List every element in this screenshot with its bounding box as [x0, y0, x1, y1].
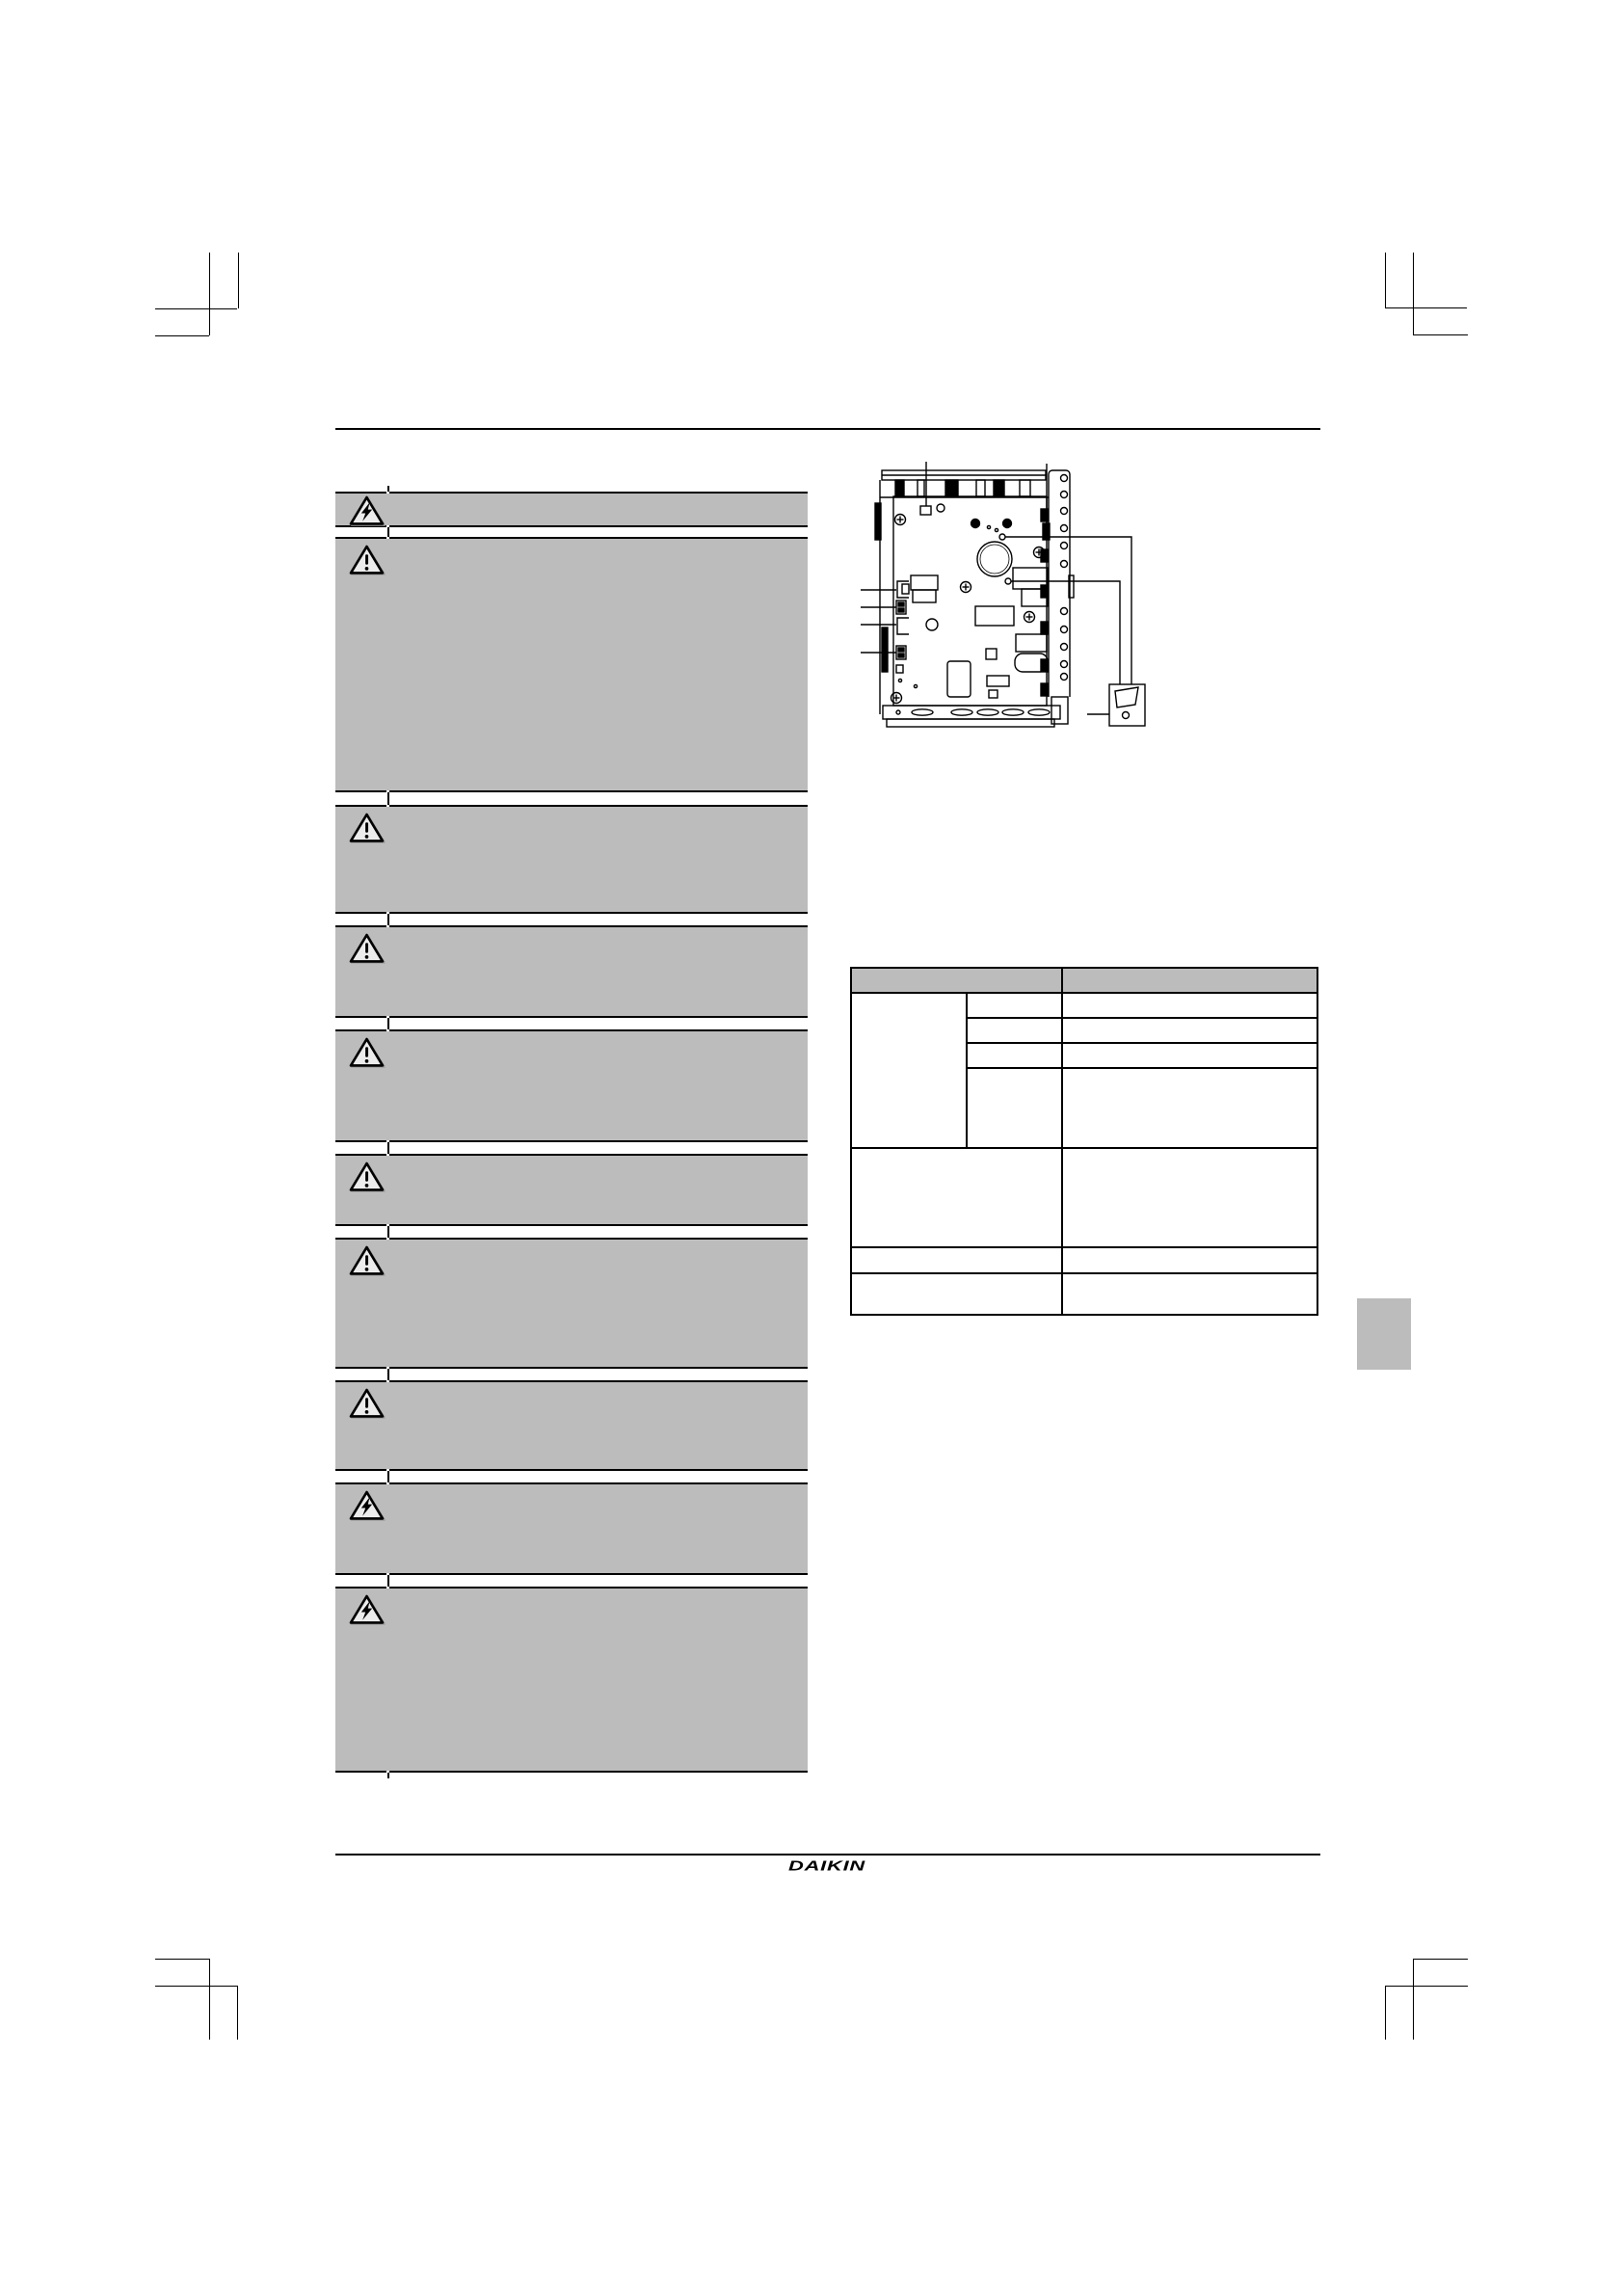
crop-line [155, 1959, 209, 1960]
table-border [850, 1314, 1318, 1316]
crop-line [209, 253, 210, 335]
crop-line [1385, 1986, 1468, 1987]
page-edge-tab [1357, 1298, 1411, 1370]
daikin-logo-text: DAIKIN [788, 1858, 866, 1874]
table-border [1317, 967, 1318, 1316]
table-cell [970, 996, 1058, 1015]
column-divider-tick [387, 914, 389, 925]
top-rule [335, 428, 1320, 430]
crop-line [1385, 253, 1386, 307]
screw-icon [891, 693, 902, 704]
table-row-line [966, 1067, 1318, 1069]
column-divider-tick [387, 1471, 389, 1482]
table-row-line [966, 1017, 1318, 1019]
leader-to-switch-1 [1005, 537, 1131, 684]
daikin-logo [786, 1857, 867, 1874]
crop-line [155, 335, 209, 336]
connector-top [920, 506, 931, 515]
table-header-cell [1068, 973, 1313, 990]
crop-line [237, 1986, 238, 2040]
screw-icon [961, 582, 971, 593]
warning-box [335, 1154, 808, 1226]
crop-line [209, 1959, 210, 2040]
column-divider-tick [387, 1018, 389, 1029]
screw-icon [1024, 612, 1035, 623]
table-cell [854, 1151, 1058, 1244]
crop-line [1413, 334, 1468, 335]
table-cell [970, 1071, 1058, 1145]
test-point [1005, 578, 1011, 584]
table-cell [854, 1276, 1058, 1312]
warning-box [335, 492, 808, 527]
table-cell [1066, 1046, 1315, 1065]
crop-line [155, 308, 237, 309]
connector-left-3 [897, 618, 909, 634]
crop-line [1385, 307, 1467, 308]
electrical-hazard-icon [348, 1489, 386, 1521]
general-warning-icon [348, 544, 386, 575]
column-divider-tick [387, 1142, 389, 1154]
general-warning-icon [348, 1244, 386, 1276]
electrical-hazard-icon [348, 1593, 386, 1625]
general-warning-icon [348, 1387, 386, 1419]
warning-box [335, 537, 808, 792]
table-subcolumn-line [966, 992, 968, 1149]
warning-box [335, 805, 808, 914]
table-cell [1066, 996, 1315, 1015]
table-row-line [850, 1272, 1318, 1274]
table-border [850, 967, 1318, 969]
table-cell [1066, 1071, 1315, 1145]
crop-line [1413, 1959, 1414, 2040]
crop-line [1413, 253, 1414, 335]
general-warning-icon [348, 1161, 386, 1192]
table-cell [1066, 1151, 1315, 1244]
warning-box [335, 925, 808, 1018]
table-cell [970, 1046, 1058, 1065]
table-cell [1066, 1021, 1315, 1040]
warning-box [335, 1238, 808, 1369]
transformer [911, 575, 938, 590]
test-point [999, 534, 1005, 540]
table-cell [970, 1021, 1058, 1040]
column-divider-tick [387, 1369, 389, 1380]
column-divider-tick [387, 486, 389, 492]
general-warning-icon [348, 1036, 386, 1068]
general-warning-icon [348, 932, 386, 964]
electrical-hazard-icon [348, 494, 386, 526]
column-divider-tick [387, 1575, 389, 1587]
table-column-line [1061, 967, 1063, 1316]
table-row-line [966, 1042, 1318, 1044]
general-warning-icon [348, 812, 386, 843]
crop-line [1413, 1959, 1468, 1960]
control-box-diagram-svg [829, 453, 1157, 742]
crop-line [155, 1986, 237, 1987]
column-divider-tick [387, 1226, 389, 1238]
capacitor [977, 542, 1012, 576]
table-row-line [850, 1147, 1318, 1149]
warning-box [335, 1482, 808, 1575]
warning-box [335, 1380, 808, 1471]
table-row-line [850, 992, 1318, 994]
warning-box [335, 1029, 808, 1142]
column-divider-tick [387, 1773, 389, 1778]
warning-box [335, 1587, 808, 1773]
control-box-diagram [829, 453, 1157, 742]
table-row-line [850, 1246, 1318, 1248]
screw-icon [895, 515, 906, 525]
table-cell [1066, 1250, 1315, 1270]
crop-line [1385, 1986, 1386, 2040]
footer-rule [335, 1854, 1320, 1855]
spec-table [850, 967, 1318, 1316]
table-cell [854, 996, 962, 1145]
table-border [850, 967, 852, 1316]
table-cell [854, 1250, 1058, 1270]
table-header-cell [856, 973, 1056, 990]
table-cell [1066, 1276, 1315, 1312]
column-divider-tick [387, 527, 389, 537]
crop-line [238, 253, 239, 308]
column-divider-tick [387, 792, 389, 805]
